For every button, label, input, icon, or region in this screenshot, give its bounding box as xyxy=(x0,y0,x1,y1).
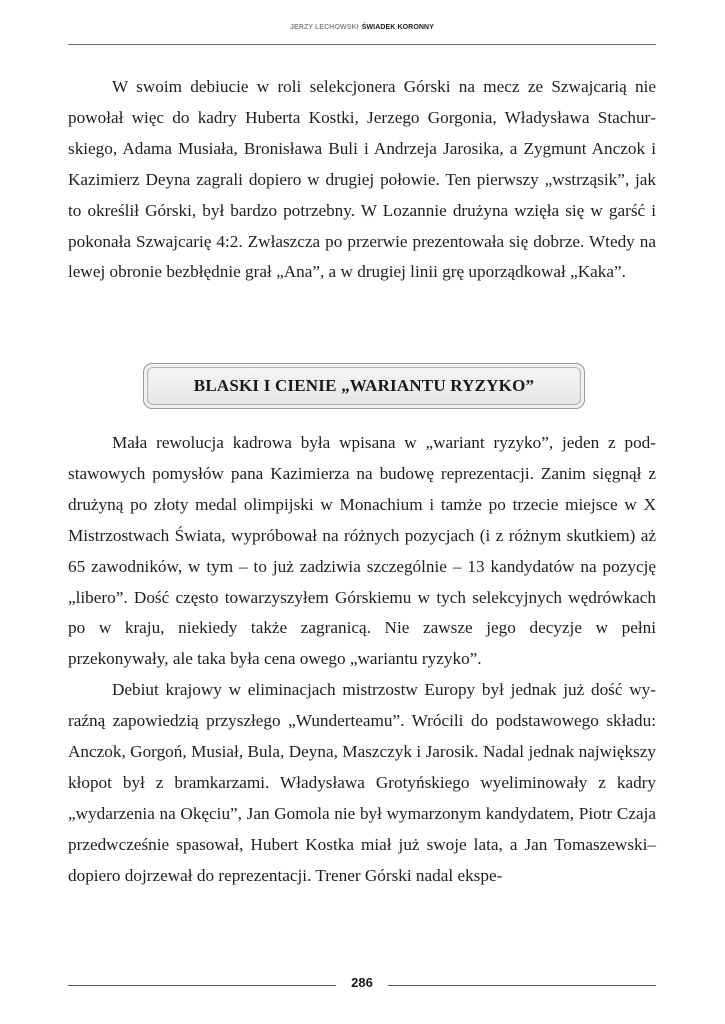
footer-rule-right xyxy=(388,985,656,986)
running-header xyxy=(68,22,656,45)
text-block-top xyxy=(68,72,656,288)
header-book-title: ŚWIADEK KORONNY xyxy=(361,24,434,31)
text-block-bottom xyxy=(68,428,656,892)
section-heading-box xyxy=(143,363,585,409)
body-paragraph-1: W swoim debiucie w roli selekcjonera Górski na mecz ze Szwajcarią nie powołał więc do kadry Huberta Kostki, Jerzego Gorgonia, Władysława Stachurskiego, Adama Musiała, Bronisława Buli i Andrzeja Jarosika, a Zygmunt Anczok i Kazimierz Deyna zagrali dopiero w drugiej połowie. Ten pierwszy „wstrząsik”, jak to określił Górski, był bardzo potrzebny. W Lozannie drużyna wzięła się w garść i pokonała Szwajcarię 4:2. Zwłaszcza po przerwie prezentowała się dobrze. Wtedy na lewej obronie bezbłędnie grał „Ana”, a w drugiej linii grę uporządkował „Kaka”. xyxy=(68,77,656,282)
footer-rule-left xyxy=(68,985,336,986)
body-paragraph-2: Mała rewolucja kadrowa była wpisana w „wariant ryzyko”, jeden z podstawowych pomysłów pana Kazimierza na budowę reprezentacji. Zanim sięgnął z drużyną po złoty medal olimpijski w Monachium i tamże po trzecie miejsce w X Mistrzostwach Świata, wypróbował na różnych pozycjach (i z różnym skutkiem) aż 65 zawodników, w tym – to już zadziwia szczególnie – 13 kandydatów na pozycję „libero”. Dość często towarzyszyłem Górskiemu w tych selekcyjnych wędrówkach po w kraju, niekiedy także zagranicą. Nie zawsze jego decyzje w pełni przekonywały, ale taka była cena owego „wariantu ryzyko”. xyxy=(68,433,656,669)
page-footer xyxy=(68,973,656,997)
page-number: 286 xyxy=(351,975,373,990)
body-paragraph-3: Debiut krajowy w eliminacjach mistrzostw Europy był jednak już dość wyraźną zapowiedzią przyszłego „Wunderteamu”. Wrócili do podstawowego składu: Anczok, Gorgoń, Musiał, Bula, Deyna, Maszczyk i Jarosik. Nadal jednak największy kłopot był z bramkarzami. Władysława Grotyńskiego wyeliminowały z kadry „wydarzenia na Okęciu”, Jan Gomola nie był wymarzonym kandydatem, Piotr Czaja przedwcześnie spasował, Hubert Kostka miał już swoje lata, a Jan Tomaszewski– dopiero dojrzewał do reprezentacji. Trener Górski nadal ekspe- xyxy=(68,680,656,885)
header-author: JERZY LECHOWSKI xyxy=(290,24,359,31)
section-heading: BLASKI I CIENIE „WARIANTU RYZYKO” xyxy=(193,376,535,395)
